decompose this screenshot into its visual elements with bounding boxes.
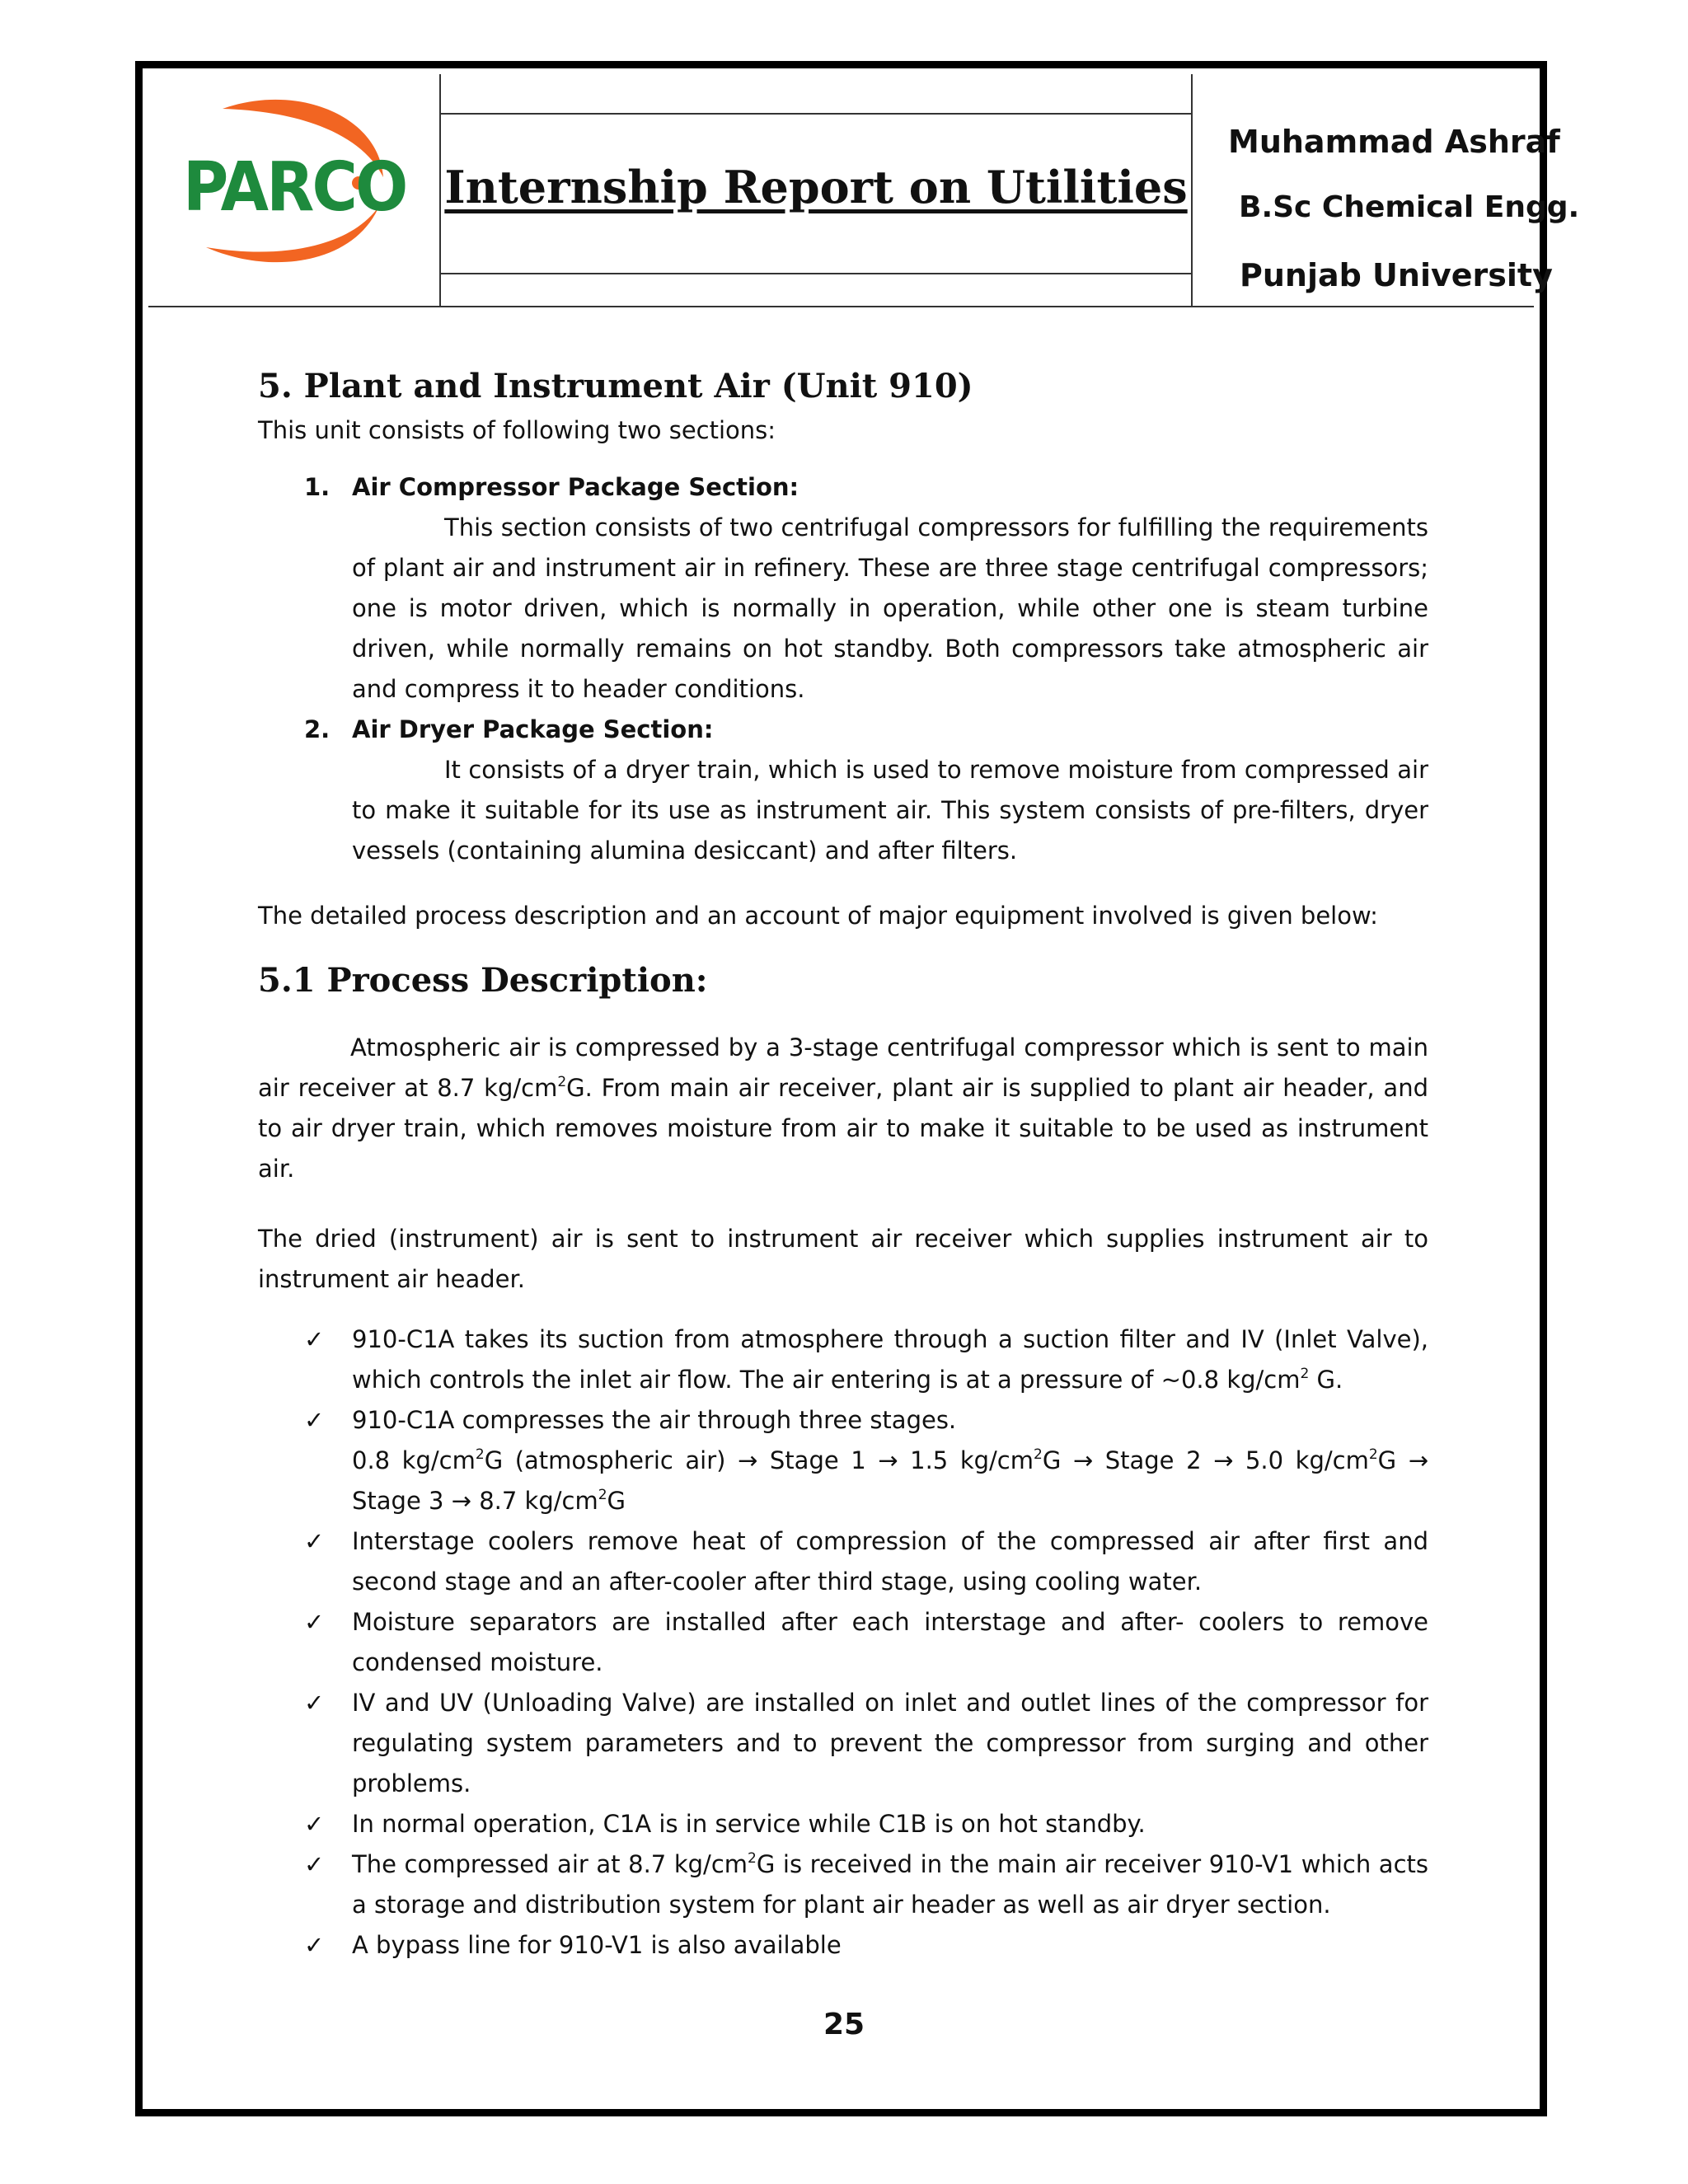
bullet-text: 910-C1A compresses the air through three stages. xyxy=(352,1406,957,1434)
check-icon: ✓ xyxy=(304,1325,325,1353)
list-item-label: Air Compressor Package Section: xyxy=(352,473,799,501)
list-item xyxy=(258,1602,1428,1683)
bullet-text: Interstage coolers remove heat of compression of the compressed air after first and second stage and an after-cooler after third stage, using cooling water. xyxy=(352,1527,1428,1596)
bullet-text: A bypass line for 910-V1 is also available xyxy=(352,1931,842,1959)
report-header xyxy=(148,74,1580,307)
list-item xyxy=(258,1844,1428,1925)
list-item-number: 2. xyxy=(304,715,331,743)
title-rule-top xyxy=(441,113,1191,115)
check-icon: ✓ xyxy=(304,1810,325,1838)
superscript: 2 xyxy=(748,1850,757,1867)
title-cell xyxy=(441,74,1193,306)
bullet-text: G. xyxy=(1309,1366,1343,1394)
section-5-1-heading: 5.1 Process Description: xyxy=(258,961,708,1000)
bullet-text: The compressed air at 8.7 kg/cm xyxy=(352,1850,748,1878)
check-icon: ✓ xyxy=(304,1406,325,1434)
list-item xyxy=(258,1683,1428,1804)
list-item-body: This section consists of two centrifugal compressors for fulfilling the requirements of plant air and instrument air in refinery. These are three stage centrifugal compressors; one is motor driven, which is normally in operation, while other one is steam turbine driven, while normally remains on hot standby. Both compressors take atmospheric air and compress it to header conditions. xyxy=(352,513,1428,703)
list-item xyxy=(258,1319,1428,1400)
author-university: Punjab University xyxy=(1240,257,1553,293)
sections-list xyxy=(258,467,1428,871)
list-item xyxy=(258,1521,1428,1602)
author-name: Muhammad Ashraf xyxy=(1228,124,1560,160)
section-5-intro: This unit consists of following two sections: xyxy=(258,416,776,444)
bullet-text: G is received in the main air receiver 910-V1 which acts a storage and distribution system for plant air header as well as air dryer section. xyxy=(352,1850,1428,1919)
superscript: 2 xyxy=(1300,1366,1310,1382)
check-icon: ✓ xyxy=(304,1608,325,1636)
list-item-body: It consists of a dryer train, which is used to remove moisture from compressed air to make it suitable for its use as instrument air. This system consists of pre-filters, dryer vessels (containing alumina desiccant) and after filters. xyxy=(352,756,1428,865)
check-icon: ✓ xyxy=(304,1527,325,1555)
bullet-text: In normal operation, C1A is in service while C1B is on hot standby. xyxy=(352,1810,1146,1838)
process-paragraph-1-b: G. From main air receiver, plant air is supplied to plant air header, and to air dryer train, which removes moisture from air to make it suitable to be used as instrument air. xyxy=(258,1074,1428,1183)
title-rule-bottom xyxy=(441,273,1191,274)
list-item xyxy=(258,1400,1428,1521)
list-item xyxy=(258,1925,1428,1966)
author-cell xyxy=(1193,74,1580,306)
process-paragraph-1-a: Atmospheric air is compressed by a 3-stage centrifugal compressor which is sent to main air receiver at 8.7 kg/cm xyxy=(258,1033,1428,1102)
list-item xyxy=(258,710,1428,871)
process-paragraph-1 xyxy=(258,1028,1428,1189)
check-list xyxy=(258,1319,1428,1966)
parco-logo-text: PARCO xyxy=(183,148,406,227)
list-item-label: Air Dryer Package Section: xyxy=(352,715,714,743)
section-5-heading: 5. Plant and Instrument Air (Unit 910) xyxy=(258,367,973,405)
logo-cell xyxy=(148,74,441,306)
report-title: Internship Report on Utilities xyxy=(444,161,1188,213)
list-item-number: 1. xyxy=(304,473,331,501)
check-icon: ✓ xyxy=(304,1689,325,1717)
page-content xyxy=(258,363,1428,1966)
superscript: 2 xyxy=(557,1074,567,1090)
author-degree: B.Sc Chemical Engg. xyxy=(1239,190,1580,224)
list-item xyxy=(258,467,1428,710)
check-icon: ✓ xyxy=(304,1850,325,1878)
process-paragraph-2: The dried (instrument) air is sent to instrument air receiver which supplies instrument air to instrument air header. xyxy=(258,1225,1428,1293)
stage-sequence: 0.8 $kg/cm^2G$ (atmospheric air) → Stage 1 → 1.5 $kg/cm^2G$ → Stage 2 → 5.0 $kg/cm^2G$ → Stage 3 → 8.7 $kg/cm^2G$ xyxy=(352,1446,1428,1515)
bullet-text: Moisture separators are installed after each interstage and after- coolers to remove condensed moisture. xyxy=(352,1608,1428,1676)
bullet-text: 910-C1A takes its suction from atmosphere through a suction filter and IV (Inlet Valve), which controls the inlet air flow. The air entering is at a pressure of ~0.8 kg/cm xyxy=(352,1325,1428,1394)
page-number: 25 xyxy=(823,2008,865,2041)
check-icon: ✓ xyxy=(304,1931,325,1959)
bullet-text: IV and UV (Unloading Valve) are installed on inlet and outlet lines of the compressor for regulating system parameters and to prevent the compressor from surging and other problems. xyxy=(352,1689,1428,1797)
detail-note: The detailed process description and an account of major equipment involved is given below: xyxy=(258,902,1378,930)
list-item xyxy=(258,1804,1428,1844)
